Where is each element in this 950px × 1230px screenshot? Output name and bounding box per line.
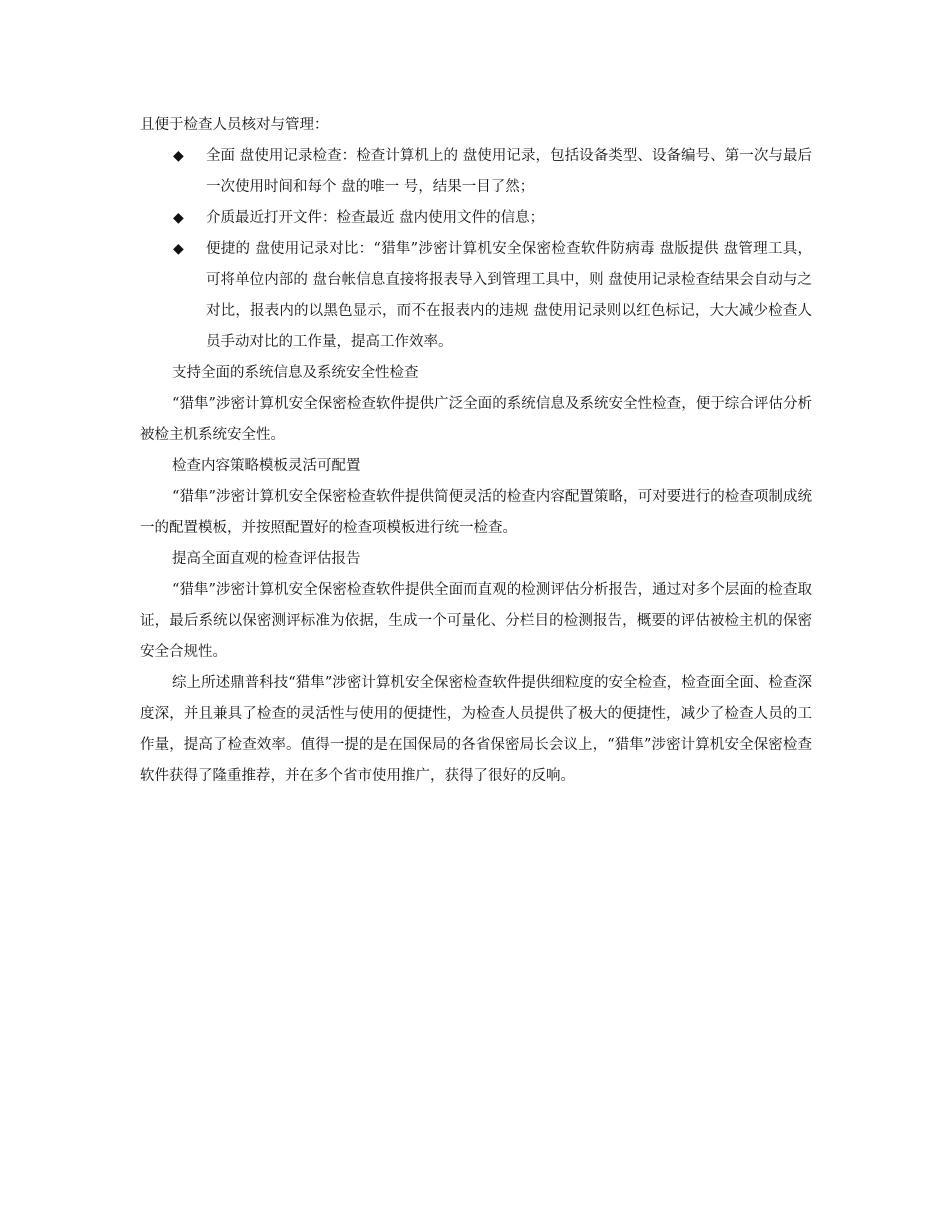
bullet-item bbox=[140, 234, 812, 358]
section-heading: 提高全面直观的检查评估报告 bbox=[172, 551, 361, 567]
bullet-text: 全面 盘使用记录检查：检查计算机上的 盘使用记录，包括设备类型、设备编号、第一次与最后一次使用时间和每个 盘的唯一 号，结果一目了然； bbox=[206, 148, 812, 195]
intro-line: 且便于检查人员核对与管理： bbox=[140, 117, 329, 133]
bullet-item bbox=[140, 141, 812, 203]
section-heading: 检查内容策略模板灵活可配置 bbox=[172, 458, 361, 474]
bullet-item bbox=[140, 203, 812, 234]
section-heading: 支持全面的系统信息及系统安全性检查 bbox=[172, 365, 419, 381]
diamond-bullet-icon: ◆ bbox=[173, 241, 184, 257]
feature-bullet-list bbox=[140, 141, 812, 358]
bullet-text: 便捷的 盘使用记录对比：“猎隼”涉密计算机安全保密检查软件防病毒 盘版提供 盘管理工具，可将单位内部的 盘台帐信息直接将报表导入到管理工具中，则 盘使用记录检查结果会自动与之对比，报表内的以黑色显示，而不在报表内的违规 盘使用记录则以红色标记，大大减少检查人员手动对比的工作量，提高工作效率。 bbox=[206, 241, 812, 350]
document-body bbox=[140, 110, 812, 792]
section-paragraph: “猎隼”涉密计算机安全保密检查软件提供全面而直观的检测评估分析报告，通过对多个层面的检查取证，最后系统以保密测评标准为依据，生成一个可量化、分栏目的检测报告，概要的评估被检主机的保密安全合规性。 bbox=[140, 582, 812, 660]
diamond-bullet-icon: ◆ bbox=[173, 210, 184, 226]
diamond-bullet-icon: ◆ bbox=[173, 148, 184, 164]
section-paragraph: “猎隼”涉密计算机安全保密检查软件提供简便灵活的检查内容配置策略，可对要进行的检查项制成统一的配置模板，并按照配置好的检查项模板进行统一检查。 bbox=[140, 489, 812, 536]
conclusion-paragraph: 综上所述鼎普科技“猎隼”涉密计算机安全保密检查软件提供细粒度的安全检查，检查面全面、检查深度深，并且兼具了检查的灵活性与使用的便捷性，为检查人员提供了极大的便捷性，减少了检查人员的工作量，提高了检查效率。值得一提的是在国保局的各省保密局长会议上，“猎隼”涉密计算机安全保密检查软件获得了隆重推荐，并在多个省市使用推广，获得了很好的反响。 bbox=[140, 675, 812, 784]
section-paragraph: “猎隼”涉密计算机安全保密检查软件提供广泛全面的系统信息及系统安全性检查，便于综合评估分析被检主机系统安全性。 bbox=[140, 396, 812, 443]
bullet-text: 介质最近打开文件：检查最近 盘内使用文件的信息； bbox=[206, 210, 545, 226]
